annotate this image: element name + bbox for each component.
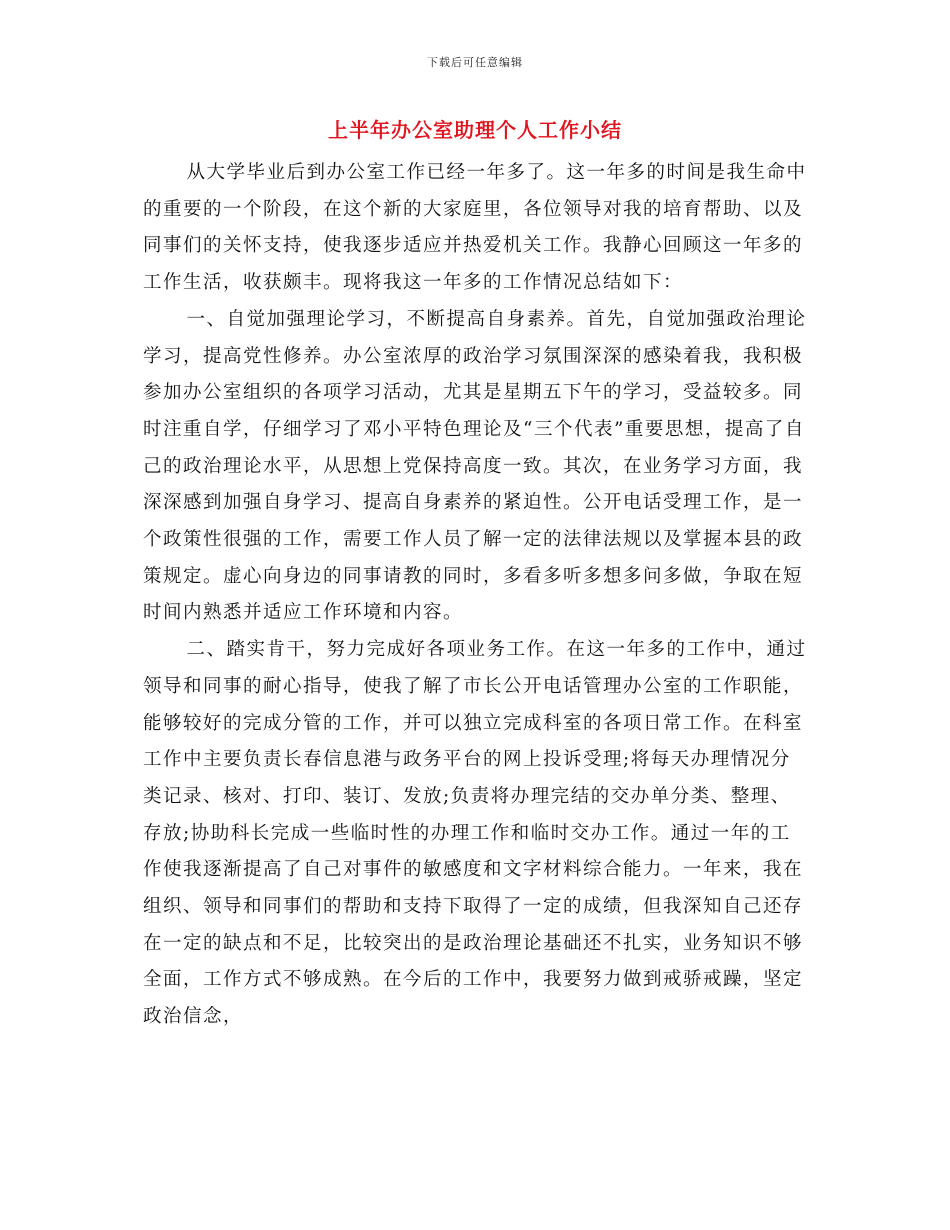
paragraph-intro: 从大学毕业后到办公室工作已经一年多了。这一年多的时间是我生命中的重要的一个阶段，在这个新的大家庭里，各位领导对我的培育帮助、以及同事们的关怀支持，使我逐步适应并热爱机关工作。我静心回顾这一年多的工作生活，收获颇丰。现将我这一年多的工作情况总结如下： — [143, 162, 807, 294]
document-title: 上半年办公室助理个人工作小结 — [328, 118, 622, 142]
document-body — [143, 155, 807, 1036]
paragraph-section-one: 一、自觉加强理论学习，不断提高自身素养。首先，自觉加强政治理论学习，提高党性修养。办公室浓厚的政治学习氛围深深的感染着我，我积极参加办公室组织的各项学习活动，尤其是星期五下午的学习，受益较多。同时注重自学，仔细学习了邓小平特色理论及“三个代表”重要思想，提高了自己的政治理论水平，从思想上党保持高度一致。其次，在业务学习方面，我深深感到加强自身学习、提高自身素养的紧迫性。公开电话受理工作，是一个政策性很强的工作，需要工作人员了解一定的法律法规以及掌握本县的政策规定。虚心向身边的同事请教的同时，多看多听多想多问多做，争取在短时间内熟悉并适应工作环境和内容。 — [143, 308, 807, 624]
paragraph-section-two: 二、踏实肯干，努力完成好各项业务工作。在这一年多的工作中，通过领导和同事的耐心指导，使我了解了市长公开电话管理办公室的工作职能，能够较好的完成分管的工作，并可以独立完成科室的各项日常工作。在科室工作中主要负责长春信息港与政务平台的网上投诉受理;将每天办理情况分类记录、核对、打印、装订、发放;负责将办理完结的交办单分类、整理、存放;协助科长完成一些临时性的办理工作和临时交办工作。通过一年的工作使我逐渐提高了自己对事件的敏感度和文字材料综合能力。一年来，我在组织、领导和同事们的帮助和支持下取得了一定的成绩，但我深知自己还存在一定的缺点和不足，比较突出的是政治理论基础还不扎实，业务知识不够全面，工作方式不够成熟。在今后的工作中，我要努力做到戒骄戒躁，坚定政治信念， — [143, 639, 807, 1028]
header-note: 下载后可任意编辑 — [427, 56, 523, 69]
